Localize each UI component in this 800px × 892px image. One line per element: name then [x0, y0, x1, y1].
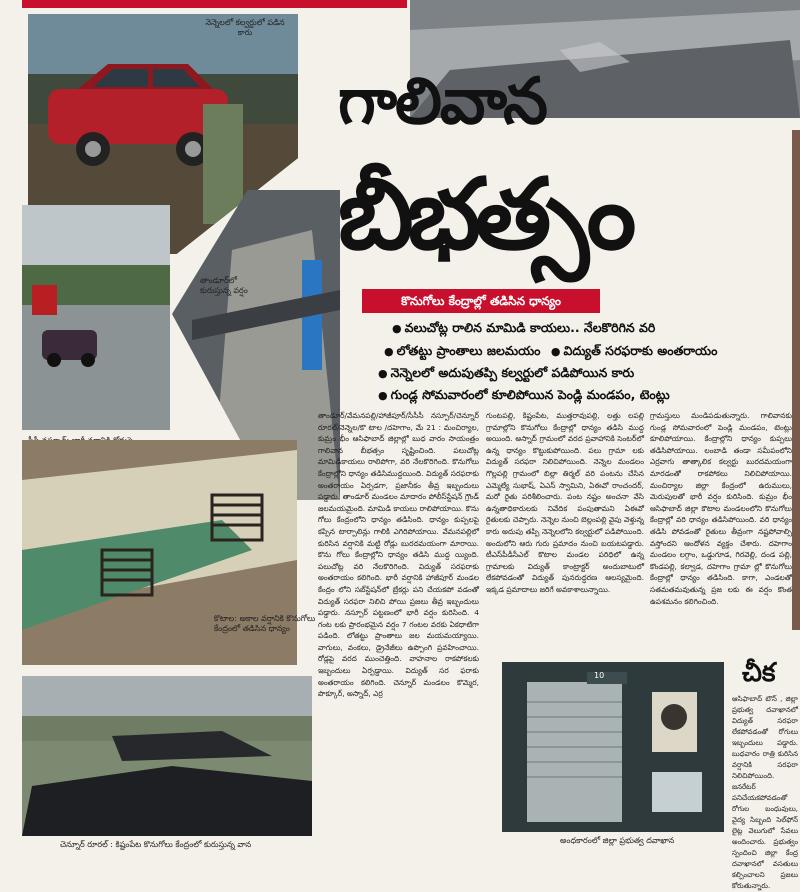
bullet-5: ● గుండ్ల సోమవారంలో కూలిపోయిన పెండ్లి మండపం, టెంట్లు	[378, 387, 670, 402]
headline-line1: గాలివాన	[338, 65, 546, 139]
article-column-2: గుంటపల్లి, కిష్టంపేట, ముత్తరావుపల్లి, లత్తు లపల్లి గ్రామాల్లోని కొనుగోలు కేంద్రాల్లో ధాన్యం తడిసి ముద్ద అయింది. అస్నాద్‌ గ్రామంలో వరద ప్రవాహానికి సెంటర్‌లో ఉన్న ధాన్యం కొట్టుకుపోయింది. పలు గ్రామా లకు విద్యుత్ సరఫరా నిలిచిపోయింది. నెన్నెల మండలం గొల్లపల్లి గ్రామంలో బిల్లా తిర్మల్‌ వరి పంటను చేసిన ఎమ్మెల్యే సుభాష్‌, ఏఎస్‌ స్వామిని, ఏఈవో రాంచందర్‌, మరో రైతు పరిశీలించారు. పంట నష్టం అంచనా వేసి ఉన్నతాధికారులకు నివేదిక పంపుతామని ఏఈవో రైతులకు చెప్పారు. నెన్నెల నుంచి బెల్లంపల్లి వైపు వెళ్తున్న కారు అదుపు తప్పి నెన్నెలలోని కల్వర్టులో పడిపోయింది. అందులోని ఆరు గురు ప్రమాదం నుంచి బయటపడ్డారు. టీఎస్‌పీడీసీఎల్‌ కొటాల మండల పరిధిలో ఉన్న గ్రామాలకు విద్యుత్ కాంట్రాక్టర్‌ అందుబాటులో లేకపోవడంతో విద్యుత్ పునరుద్ధరణ ఆలస్యమైంది. ఇక్కడ ప్రమాదాలు జరిగే అవకాశాలున్నాయి.	[486, 411, 644, 594]
top-red-strip	[22, 0, 407, 8]
side-article-column: ఆసిఫాబాద్‌ టౌన్‌ , జిల్లా ప్రభుత్వ దవాఖానలో విద్యుత్ సరఫరా లేకపోవడంతో రోగులు ఇబ్బందులు పడ్డారు. బుధవారం రాత్రి కురిసిన వర్షానికి సరఫరా నిలిచిపోయింది. జనరేటర్‌ పనిచేయకపోవడంతో రోగుల బంధువులు, వైద్య సిబ్బంది సెల్‌ఫోన్‌ లైట్ల వెలుగులో సేవలు అందించారు. ప్రభుత్వం స్పందించి జిల్లా కేంద్ర దవాఖానలో వసతులు కల్పించాలని ప్రజలు కోరుతున్నారు.	[732, 695, 798, 890]
caption-photo3: తాండూర్‌లో కురుస్తున్న వర్షం	[200, 276, 248, 295]
bullet-4: ● నెన్నెలలో అదుపుతప్పి కల్వర్టులో పడిపోయిన కారు	[378, 365, 635, 380]
right-edge-photo-strip	[792, 130, 800, 630]
photo-hospital-dark	[502, 662, 724, 832]
hospital-sign-number: 10	[594, 671, 605, 680]
caption-photo4: కొటాల: అకాల వర్షానికి కొనుగోలు కేంద్రంలో తడిసిన ధాన్యం	[214, 614, 316, 633]
headline-line2: బీభత్సం	[338, 158, 631, 272]
kicker-banner: కొనుగోలు కేంద్రాల్లో తడిసిన ధాన్యం	[362, 289, 600, 313]
caption-photo1: నెన్నెలలో కల్వర్టులో పడిన కారు	[205, 18, 285, 37]
bullet-1: ● వలుచోట్ల రాలిన మామిడి కాయలు.. నేలకొరిగిన వరి	[392, 320, 656, 335]
side-headline: చీక	[742, 658, 776, 688]
bullet-2: ● లోతట్టు ప్రాంతాలు జలమయం ● విద్యుత్ సరఫరాకు అంతరాయం	[384, 343, 718, 358]
caption-photo6: అంధకారంలో జిల్లా ప్రభుత్వ దవాఖాన	[560, 836, 675, 845]
photo-kishtampet-center	[22, 676, 312, 836]
article-column-3: గ్రామస్తులు మండిపడుతున్నారు. గాలివానకు గుండ్ల సోమవారంలో పెండ్లి మండపం, టెంట్లు కూలిపోయాయి. కేంద్రాల్లోని ధాన్యం కుప్పలు తడిసిపోయాయి. లంబాడి తండా సమీపంలోని ఎర్రవాగు తాత్కాలిక కల్వర్టు బురదమయంగా మారడంతో రాకపోకలు నిలిచిపోయాయి. మంచిర్యాల జిల్లా కేంద్రంలో ఉరుములు, మెరుపులతో భారీ వర్షం కురిసింది. కుమ్రం భీం ఆసిఫాబాద్‌ జిల్లా కౌటాల మండలంలోని కొనుగోలు కేంద్రాల్లో వరి ధాన్యం తడిసిపోయింది. వరి ధాన్యం తడిసి పోవడంతో రైతులు తీవ్రంగా నష్టపోవాల్సి వస్తోందని ఆందోళన వ్యక్తం చేశారు. దహెగాం మండలం లగ్గాం, ఒడ్డుగూడ, గిరవెల్లి, దండ పల్లి, కొండపల్లి, కల్వాడ, దహెగాం గ్రామా ల్లో కొనుగోలు కేంద్రాల్లో ధాన్యం తడిసింది. కాగా, ఎండలతో సతమతమవుతున్న ప్రజ లకు ఈ వర్షం కొంత ఉపశమనం కలిగించింది.	[650, 411, 792, 606]
caption-photo5: చెన్నూర్‌ రూరల్‌ : కిష్టంపేట కొనుగోలు కేంద్రంలో కురుస్తున్న వాన	[60, 840, 252, 849]
article-column-1: తాండూర్‌/వేమనపల్లి/హాజీపూర్‌/సీసీసీ నస్పూర్‌/చెన్నూర్‌ రూరల్‌/నెన్నెల/కొ టాల /దహెగాం, మే 21 : మంచిర్యాల, కుమ్రం భీం ఆసిఫాబాద్‌ జిల్లాల్లో బుధ వారం సాయంత్రం గాలివాన బీభత్సం సృష్టించింది. పలుచోట్ల మామిడికాయలు రాలిపోగా, వరి నేలకొరిగింది. కొనుగోలు కేంద్రాల్లోని ధాన్యం తడిసిముద్దయింది. విద్యుత్ సరఫరాకు అంతరాయం ఏర్పడగా, ప్రజానీకం తీవ్ర ఇబ్బందులు పడ్డారు. తాండూర్‌ మండలం మాదారం పోలీస్‌స్టేషన్‌ గ్రౌండ్‌ జలమయమైంది. మామిడి కాయలు రాలిపోయాయి. కొను గోలు కేంద్రంలోని ధాన్యం తడిసింది. ధాన్యం కుప్పలపై కప్పిన టార్పాలిన్లు గాలికి ఎగిరిపోయాయి. వేమనపల్లిలో కురిసిన వర్షానికి మట్టి రోడ్లు బురదమయంగా మారాయి. కొను గోలు కేంద్రాల్లోని ధాన్యం తడిసి ముద్ద య్యింది. పలుచోట్ల వరి నేలకొరిగింది. విద్యుత్ సరఫరాకు అంతరాయం కలిగింది. భారీ వర్షానికి హాజీపూర్‌ మండల కేంద్రం లోని సబ్‌స్టేషన్‌లో బ్రేకర్లు పని చేయకపో వడంతో విద్యుత్ సరఫరా నిలిచి పోయి ప్రజలు తీవ్ర ఇబ్బందులు పడ్డారు. నస్పూర్‌ పట్టణంలో భారీ వర్షం కురిసింది. 4 గంట లకు ప్రారంభమైన వర్షం 7 గంటల వరకు ఏకధాటిగా పడింది. లోతట్టు ప్రాంతాలు జల మయమయ్యాయి. వాగులు, వంకలు, డ్రైనేజీలు ఉప్పొంగి ప్రవహించాయి. రోడ్లపై వరద ముంచెత్తింది. వాహనాల రాకపోకలకు ఇబ్బందులు ఏర్పడ్డాయి. విద్యుత్ సర ఫరాకు అంతరాయం కలిగింది. చెన్నూర్‌ మండలం కొమ్మెర, పొక్కూర్‌, అస్నాద్‌, ఎర్ర	[318, 411, 479, 699]
photo-flooded-road	[22, 205, 170, 430]
